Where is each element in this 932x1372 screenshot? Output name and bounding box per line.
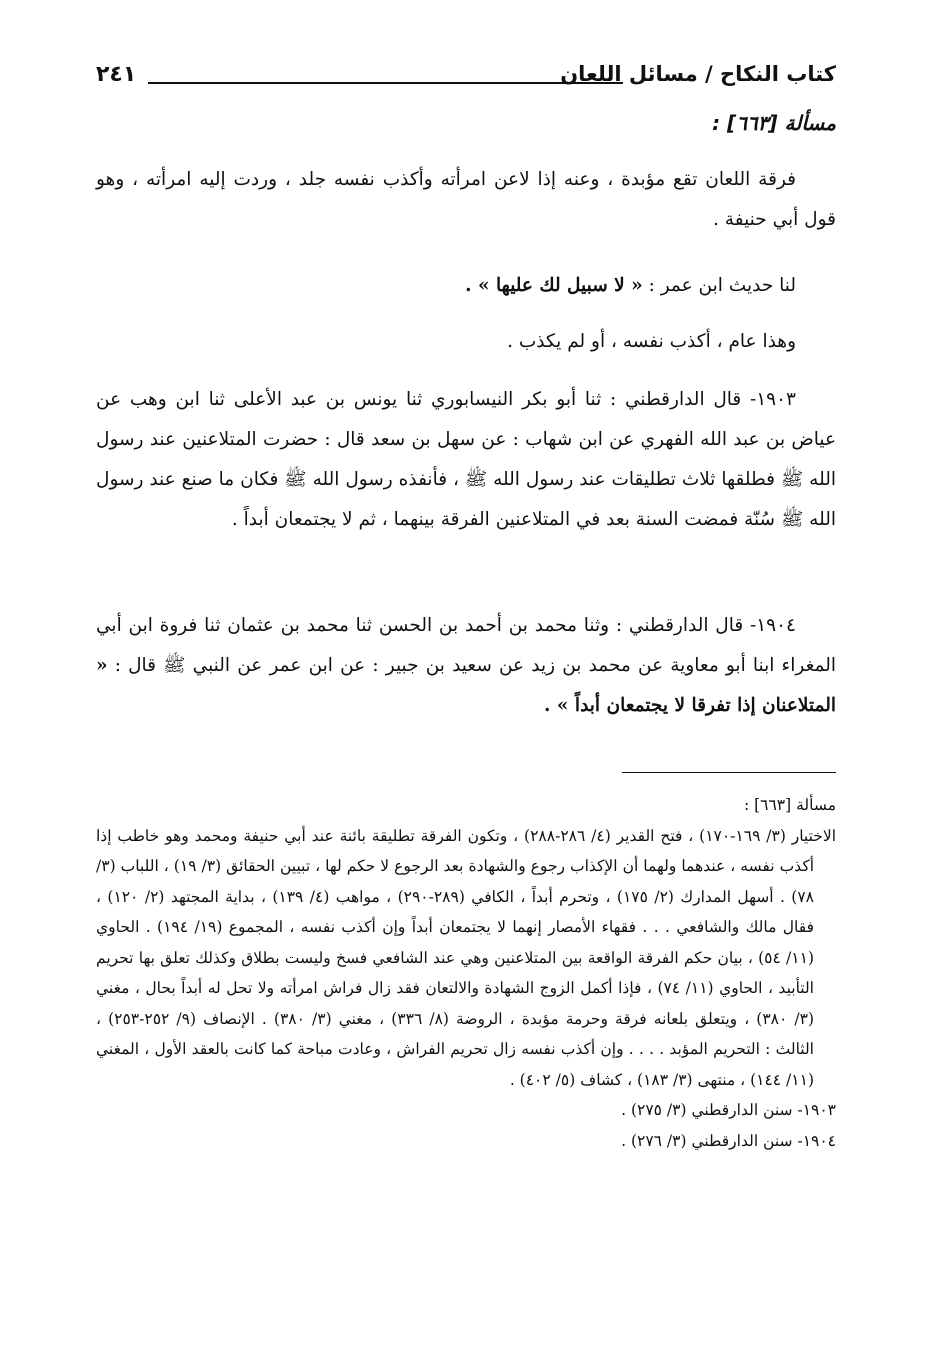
header-rule bbox=[148, 82, 623, 84]
main-text-block-4 bbox=[96, 380, 836, 540]
footnote-label: مسألة [٦٦٣] : bbox=[743, 796, 836, 814]
footnote-ref-1904: ١٩٠٤- سنن الدارقطني (٣/ ٢٧٦) . bbox=[621, 1131, 836, 1150]
running-header-title: كتاب النكاح / مسائل اللعان bbox=[560, 62, 836, 86]
main-text-block-5 bbox=[96, 606, 836, 726]
paragraph-generality: وهذا عام ، أكذب نفسه ، أو لم يكذب . bbox=[507, 331, 796, 352]
paragraph-evidence bbox=[96, 266, 836, 306]
hadith-1904-quote: « المتلاعنان إذا تفرقا لا يجتمعان أبداً » . bbox=[96, 655, 836, 716]
footnote-body: الاختيار (٣/ ١٦٩-١٧٠) ، فتح القدير (٤/ ٢٨٦-٢٨٨) ، وتكون الفرقة تطليقة بائنة عند أبي حنيفة ومحمد وهو خاطب إذا أكذب نفسه ، عندهما ولهما أن الإكذاب رجوع والشهادة بعد الرجوع لا حكم لها ، تبيين الحقائق (٣/ ١٩) ، اللباب (٣/ ٧٨) . أسهل المدارك (٢/ ١٧٥) ، وتحرم أبداً ، الكافي (٢٨٩-٢٩٠) ، مواهب (٤/ ١٣٩) ، بداية المجتهد (٢/ ١٢٠) ، فقال مالك والشافعي . . . فقهاء الأمصار إنهما لا يجتمعان أبداً وإن أكذب نفسه ، المجموع (١٩/ ١٩٤) . الحاوي (١١/ ٥٤) ، بيان حكم الفرقة الواقعة بين المتلاعنين وهي عند الشافعي فسخ وليست بطلاق وكذلك تعلق بها تحريم التأبيد ، الحاوي (١١/ ٧٤) ، فإذا أكمل الزوج الشهادة والالتعان فقد زال فراش امرأته ولا تحل له أبداً بحال ، مغني (٣/ ٣٨٠) ، ويتعلق بلعانه فرقة وحرمة مؤبدة ، الروضة (٨/ ٣٣٦) ، مغني (٣/ ٣٨٠) . الإنصاف (٩/ ٢٥٢-٢٥٣) ، الثالث : التحريم المؤبد . . . . وإن أكذب نفسه زال تحريم الفراش ، وعادت مباحة كما كانت بالعقد الأول ، المغني (١١/ ١٤٤) ، منتهى (٣/ ١٨٣) ، كشاف (٥/ ٤٠٢) . bbox=[96, 826, 836, 1089]
footnote-ref-1903: ١٩٠٣- سنن الدارقطني (٣/ ٢٧٥) . bbox=[621, 1101, 836, 1119]
footnotes bbox=[96, 790, 836, 1156]
paragraph-ruling: فرقة اللعان تقع مؤبدة ، وعنه إذا لاعن امرأته وأكذب نفسه جلد ، وردت إليه امرأته ، وهو قول أبي حنيفة . bbox=[96, 169, 836, 230]
page-number: ٢٤١ bbox=[96, 62, 137, 87]
issue-heading: مسألة [٦٦٣] : bbox=[712, 111, 836, 135]
hadith-1903: ١٩٠٣- قال الدارقطني : ثنا أبو بكر النيسابوري ثنا يونس بن عبد الأعلى ثنا ابن وهب عن عياض بن عبد الله الفهري عن ابن شهاب : عن سهل بن سعد قال : حضرت المتلاعنين عند رسول الله ﷺ فطلقها ثلاث تطليقات عند رسول الله ﷺ ، فأنفذه رسول الله ﷺ فكان ما صنع عند رسول الله ﷺ سُنّة فمضت السنة بعد في المتلاعنين الفرقة بينهما ، ثم لا يجتمعان أبداً . bbox=[96, 389, 836, 530]
footnote-separator bbox=[622, 772, 836, 773]
evidence-quote: « لا سبيل لك عليها » . bbox=[465, 275, 643, 296]
main-text-block-3 bbox=[96, 322, 836, 362]
hadith-1904 bbox=[96, 606, 836, 726]
hadith-1904-chain: ١٩٠٤- قال الدارقطني : وثنا محمد بن أحمد بن الحسن ثنا محمد بن عثمان ثنا فروة ابن أبي المغراء ابنا أبو معاوية عن محمد بن زيد عن سعيد بن جبير : عن ابن عمر عن النبي ﷺ قال : bbox=[96, 615, 836, 676]
main-text-block-1 bbox=[96, 160, 836, 240]
main-text-block-2 bbox=[96, 266, 836, 306]
evidence-intro: لنا حديث ابن عمر : bbox=[642, 275, 796, 296]
